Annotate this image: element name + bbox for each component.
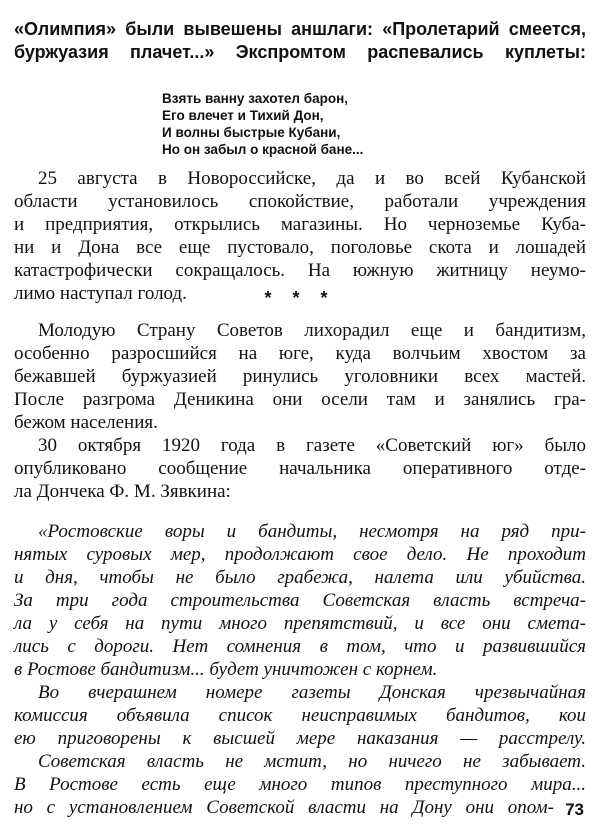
quote-line-12: В Ростове есть еще много типов преступного мира... (14, 774, 586, 795)
poem-line-3: И волны быстрые Кубани, (162, 125, 341, 140)
para2-line-5: бежом населения. (14, 412, 158, 433)
poem-line-1: Взять ванну захотел барон, (162, 91, 349, 106)
para2-line-6: 30 октября 1920 года в газете «Советский юг» было (38, 435, 586, 456)
quote-line-1: «Ростовские воры и бандиты, несмотря на ряд при- (38, 521, 586, 542)
para1-line-3: и предприятия, открылись магазины. Но черноземье Куба- (14, 214, 586, 235)
quote-line-9: комиссия объявила список неисправимых бандитов, кои (14, 705, 586, 726)
quote-line-7: в Ростове бандитизм... будет уничтожен с корнем. (14, 659, 438, 680)
quote-line-10: ею приговорены к высшей мере наказания — расстрелу. (14, 728, 586, 749)
para2-line-4: После разгрома Деникина они осели там и занялись гра- (14, 389, 586, 410)
para1-line-1: 25 августа в Новороссийске, да и во всей Кубанской (38, 168, 586, 189)
para1-line-4: ни и Дона все еще пустовало, поголовье скота и лошадей (14, 237, 586, 258)
para2-line-8: ла Дончека Ф. М. Зявкина: (14, 481, 231, 502)
page-number: 73 (565, 800, 584, 819)
quote-line-2: нятых суровых мер, продолжают свое дело. Не проходит (14, 544, 586, 565)
para2-line-3: бежавшей буржуазией ринулись уголовники всех мастей. (14, 366, 586, 387)
para2-line-1: Молодую Страну Советов лихорадил еще и бандитизм, (38, 320, 586, 341)
quote-line-11: Советская власть не мстит, но ничего не забывает. (38, 751, 586, 772)
intro-line-1: «Олимпия» были вывешены аншлаги: «Пролетарий смеется, (14, 19, 586, 39)
intro-line-2: буржуазия плачет...» Экспромтом распевались куплеты: (14, 42, 586, 62)
para1-line-6: лимо наступал голод. (14, 283, 187, 304)
quote-line-3: и дня, чтобы не было грабежа, налета или убийства. (14, 567, 586, 588)
quote-line-13: но с установлением Советской власти на Дону они опом- (14, 797, 554, 818)
para1-line-5: катастрофически сокращалось. На южную житницу неумо- (14, 260, 586, 281)
quote-line-6: лись с дороги. Нет сомнения в том, что и развившийся (14, 636, 586, 657)
section-separator: * * * (264, 288, 336, 308)
para2-line-2: особенно разросшийся на юге, куда волчьим хвостом за (14, 343, 586, 364)
quote-line-5: ла у себя на пути много препятствий, и все они смета- (14, 613, 586, 634)
poem-line-2: Его влечет и Тихий Дон, (162, 108, 324, 123)
quote-line-8: Во вчерашнем номере газеты Донская чрезвычайная (38, 682, 586, 703)
para2-line-7: опубликовано сообщение начальника оперативного отде- (14, 458, 586, 479)
quote-line-4: За три года строительства Советская власть встреча- (14, 590, 586, 611)
para1-line-2: области установилось спокойствие, работали учреждения (14, 191, 586, 212)
poem-line-4: Но он забыл о красной бане... (162, 142, 364, 157)
